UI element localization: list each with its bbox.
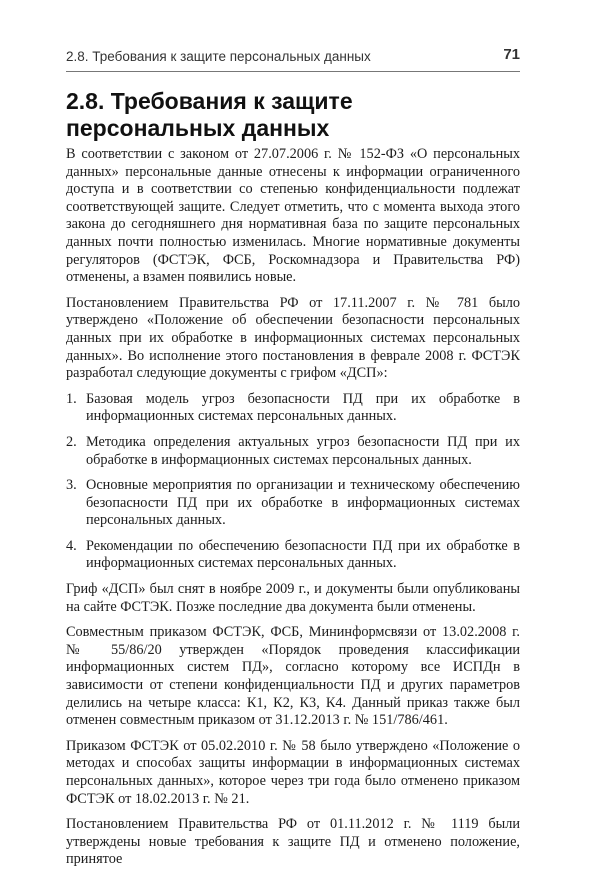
- paragraph: В соответствии с законом от 27.07.2006 г. № 152-ФЗ «О персональных данных» персональные данные отнесены к информации ограниченного доступа и в соответствии со степенью конфиденциальности подлежат соответствующей защите. Следует отметить, что с момента выхода этого закона до сегодняшнего дня нормативная база по защите персональных данных почти полностью изменилась. Многие нормативные документы регуляторов (ФСТЭК, ФСБ, Роскомнадзора и Правительства РФ) отменены, а взамен появились новые.: [66, 146, 520, 286]
- list-item-text: Основные мероприятия по организации и техническому обеспечению безопасности ПД при их обработке в информационных системах персональных данных.: [86, 477, 520, 529]
- list-item-number: 1.: [66, 390, 77, 407]
- body-text: [66, 146, 520, 877]
- paragraph: Приказом ФСТЭК от 05.02.2010 г. № 58 было утверждено «Положение о методах и способах защиты информации в информационных системах персональных данных», которое через три года было отменено приказом ФСТЭК от 18.02.2013 г. № 21.: [66, 737, 520, 807]
- paragraph: Совместным приказом ФСТЭК, ФСБ, Мининформсвязи от 13.02.2008 г. № 55/86/20 утвержден «Порядок проведения классификации информационных систем ПД», согласно которому все ИСПДн в зависимости от степени конфиденциальности ПД и других параметров делились на четыре класса: К1, К2, К3, К4. Данный приказ также был отменен совместным приказом от 31.12.2013 г. № 151/786/461.: [66, 624, 520, 729]
- section-heading: 2.8. Требования к защите персональных данных: [66, 88, 353, 141]
- list-item: [66, 538, 520, 573]
- list-item-number: 4.: [66, 537, 77, 554]
- list-item-text: Методика определения актуальных угроз безопасности ПД при их обработке в информационных системах персональных данных.: [86, 433, 520, 468]
- list-item-text: Рекомендации по обеспечению безопасности ПД при их обработке в информационных системах персональных данных.: [86, 537, 520, 572]
- paragraph: Гриф «ДСП» был снят в ноябре 2009 г., и документы были опубликованы на сайте ФСТЭК. Позже последние два документа были отменены.: [66, 581, 520, 615]
- paragraph: Постановлением Правительства РФ от 17.11.2007 г. № 781 было утверждено «Положение об обеспечении безопасности персональных данных при их обработке в информационных системах персональных данных». Во исполнение этого постановления в феврале 2008 г. ФСТЭК разработал следующие документы с грифом «ДСП»:: [66, 294, 520, 382]
- list-item: [66, 477, 520, 530]
- document-list: [66, 391, 520, 573]
- list-item-text: Базовая модель угроз безопасности ПД при их обработке в информационных системах персональных данных.: [86, 390, 520, 425]
- page-number: 71: [503, 46, 520, 63]
- list-item: [66, 391, 520, 426]
- header-divider: [66, 71, 520, 72]
- list-item-number: 2.: [66, 433, 77, 450]
- paragraph: Постановлением Правительства РФ от 01.11.2012 г. № 1119 были утверждены новые требования к защите ПД и отменено положение, принятое: [66, 816, 520, 868]
- running-header-title: 2.8. Требования к защите персональных данных: [66, 49, 371, 64]
- running-header: [66, 46, 520, 68]
- list-item: [66, 434, 520, 469]
- list-item-number: 3.: [66, 477, 77, 494]
